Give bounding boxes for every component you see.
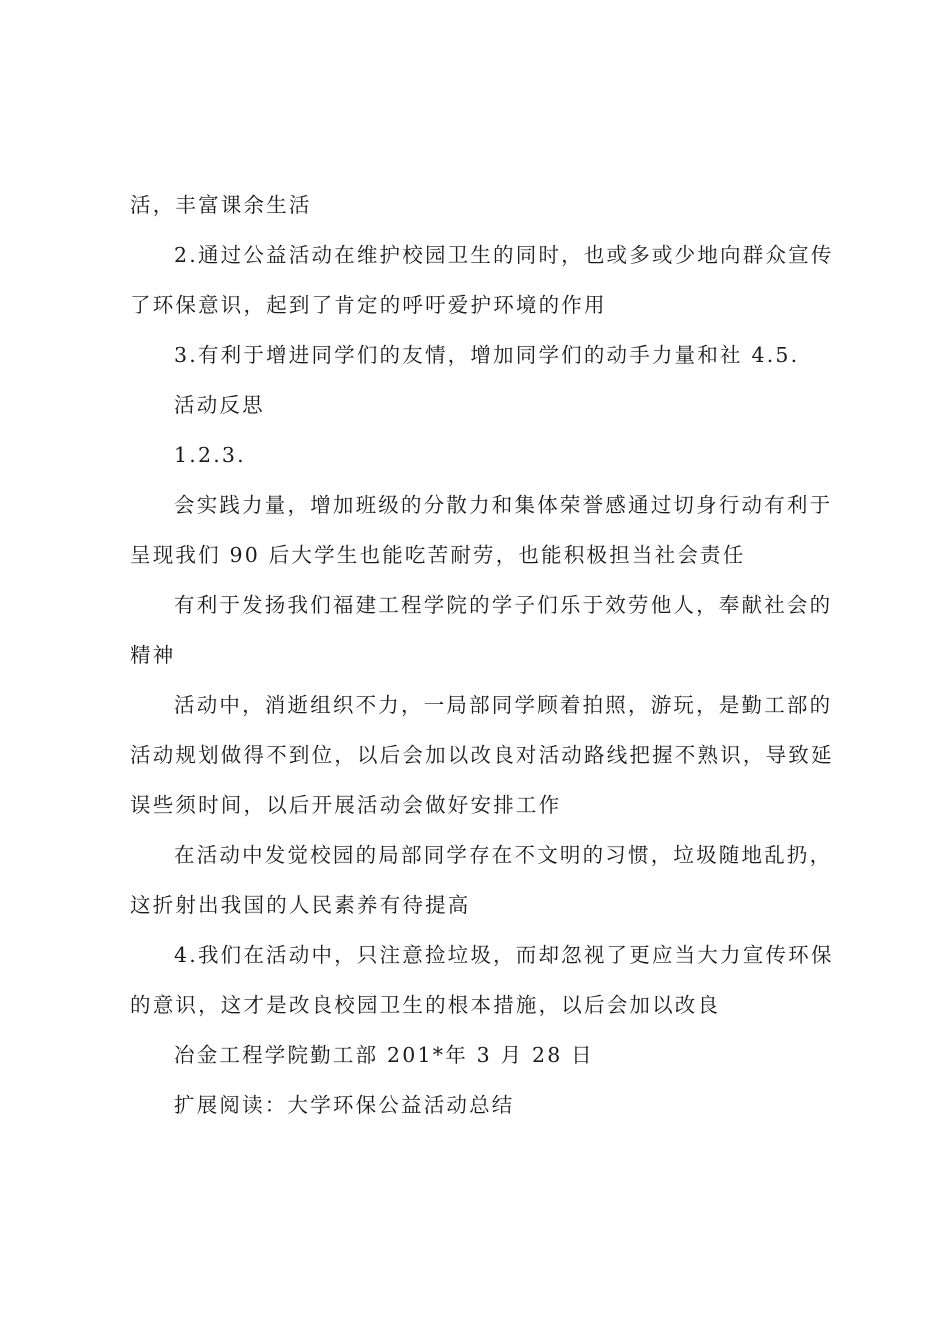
text-line: 这折射出我国的人民素养有待提高 [130,893,471,917]
text-line: 在活动中发觉校园的局部同学存在不文明的习惯，垃圾随地乱扔， [174,843,833,867]
text-line: 呈现我们 90 后大学生也能吃苦耐劳，也能积极担当社会责任 [130,543,746,567]
text-line: 了环保意识，起到了肯定的呼吁爱护环境的作用 [130,293,607,317]
extended-reading-title: 扩展阅读：大学环保公益活动总结 [174,1093,515,1117]
signature-line: 冶金工程学院勤工部 201*年 3 月 28 日 [174,1043,594,1067]
text-line: 的意识，这才是改良校园卫生的根本措施，以后会加以改良 [130,993,721,1017]
text-line: 会实践力量，增加班级的分散力和集体荣誉感通过切身行动有利于 [174,493,833,517]
text-line: 1.2.3. [174,443,246,467]
text-line: 2.通过公益活动在维护校园卫生的同时，也或多或少地向群众宣传 [174,243,834,267]
text-line: 3.有利于增进同学们的友情，增加同学们的动手力量和社 4.5. [174,343,800,367]
text-line: 有利于发扬我们福建工程学院的学子们乐于效劳他人，奉献社会的 [174,593,833,617]
text-line: 4.我们在活动中，只注意捡垃圾，而却忽视了更应当大力宣传环保 [174,943,834,967]
text-line: 活动中，消逝组织不力，一局部同学顾着拍照，游玩，是勤工部的 [174,693,833,717]
text-line: 精神 [130,643,176,667]
text-line: 活，丰富课余生活 [130,193,312,217]
text-line: 误些须时间，以后开展活动会做好安排工作 [130,793,562,817]
section-heading: 活动反思 [174,393,265,417]
text-line: 活动规划做得不到位，以后会加以改良对活动路线把握不熟识，导致延 [130,743,834,767]
